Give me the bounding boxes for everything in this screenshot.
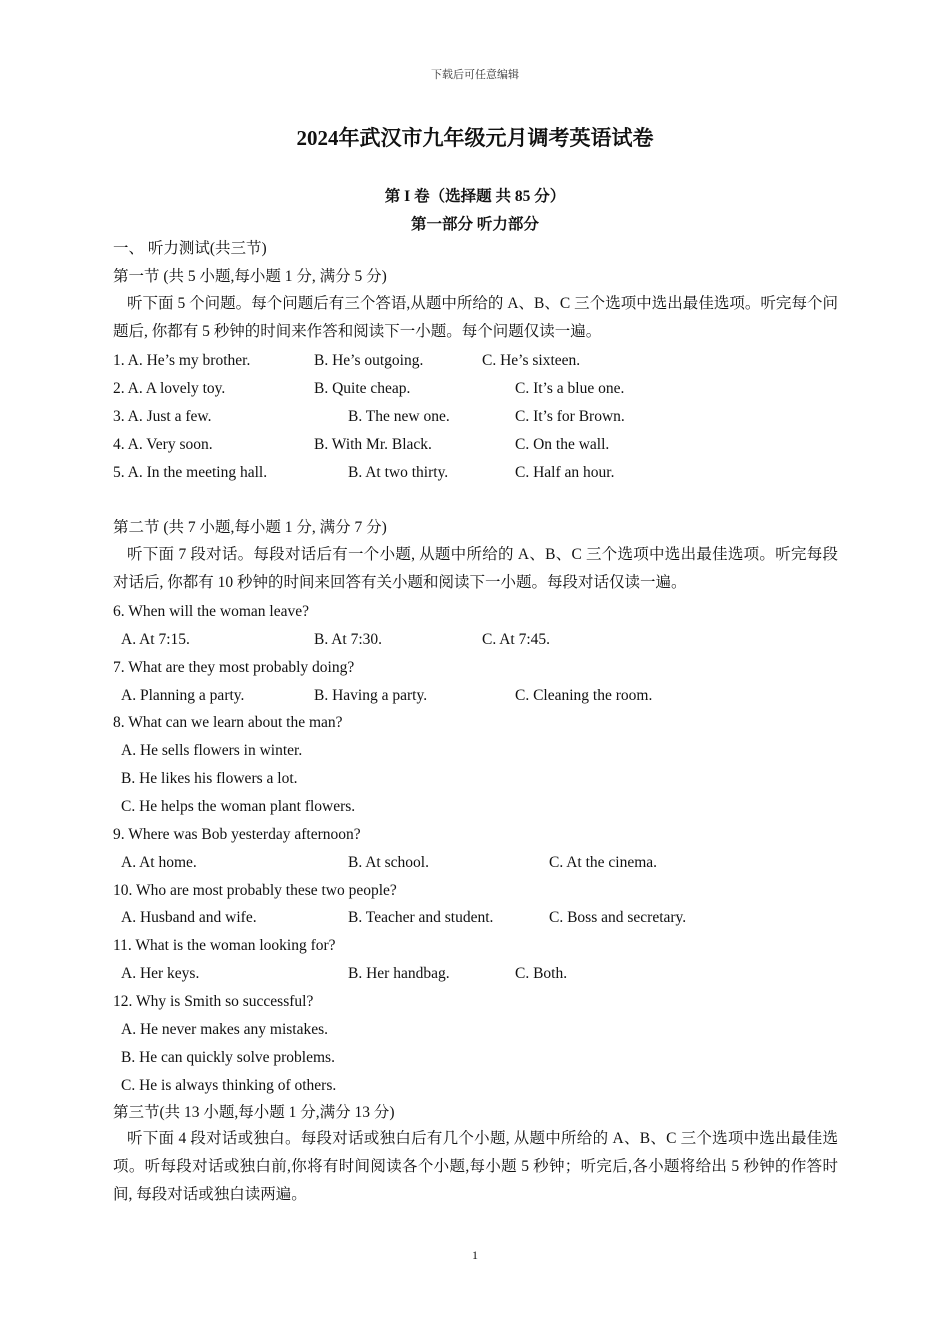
q9-option-a: A. At home.	[121, 854, 197, 871]
q5-option-a: 5. A. In the meeting hall.	[113, 464, 268, 481]
q10-options	[113, 908, 873, 928]
q7-question: 7. What are they most probably doing?	[113, 659, 355, 676]
q4-option-b: B. With Mr. Black.	[314, 436, 432, 453]
q8-option-c: C. He helps the woman plant flowers.	[121, 798, 356, 815]
sec1-heading: 第一节 (共 5 小题,每小题 1 分, 满分 5 分)	[113, 268, 387, 285]
q11-option-b: B. Her handbag.	[348, 965, 450, 982]
q5-option-c: C. Half an hour.	[515, 464, 615, 481]
part-heading: 第一部分 听力部分	[411, 216, 539, 233]
question-row-5	[113, 463, 873, 483]
q4-option-c: C. On the wall.	[515, 436, 610, 453]
q8-question: 8. What can we learn about the man?	[113, 714, 343, 731]
q11-question: 11. What is the woman looking for?	[113, 937, 336, 954]
sec3-instructions: 听下面 4 段对话或独白。每段对话或独白后有几个小题, 从题中所给的 A、B、C 三个选项中选出最佳选项。听每段对话或独白前,你将有时间阅读各个小题,每小题 5 秒钟；听完后,各小题将给出 5 秒钟的作答时间, 每段对话或独白读两遍。	[113, 1130, 838, 1203]
q6-option-a: A. At 7:15.	[121, 631, 190, 648]
question-row-2	[113, 379, 873, 399]
q12-option-c: C. He is always thinking of others.	[121, 1077, 337, 1094]
q9-question: 9. Where was Bob yesterday afternoon?	[113, 826, 361, 843]
q1-option-a: 1. A. He’s my brother.	[113, 352, 251, 369]
q10-option-c: C. Boss and secretary.	[549, 909, 687, 926]
question-row-1	[113, 351, 873, 371]
page-number: 1	[472, 1248, 478, 1262]
q6-option-c: C. At 7:45.	[482, 631, 551, 648]
q2-option-a: 2. A. A lovely toy.	[113, 380, 226, 397]
q1-option-b: B. He’s outgoing.	[314, 352, 424, 369]
sec2-heading: 第二节 (共 7 小题,每小题 1 分, 满分 7 分)	[113, 519, 387, 536]
q7-option-a: A. Planning a party.	[121, 687, 245, 704]
q6-options	[113, 630, 873, 650]
q6-option-b: B. At 7:30.	[314, 631, 383, 648]
q7-option-b: B. Having a party.	[314, 687, 428, 704]
q4-option-a: 4. A. Very soon.	[113, 436, 213, 453]
q11-options	[113, 964, 873, 984]
q3-option-c: C. It’s for Brown.	[515, 408, 625, 425]
q8-option-a: A. He sells flowers in winter.	[121, 742, 303, 759]
q3-option-a: 3. A. Just a few.	[113, 408, 212, 425]
q2-option-c: C. It’s a blue one.	[515, 380, 625, 397]
q1-option-c: C. He’s sixteen.	[482, 352, 581, 369]
question-row-3	[113, 407, 873, 427]
q5-option-b: B. At two thirty.	[348, 464, 449, 481]
q7-options	[113, 686, 873, 706]
q2-option-b: B. Quite cheap.	[314, 380, 411, 397]
q12-option-a: A. He never makes any mistakes.	[121, 1021, 329, 1038]
q11-option-a: A. Her keys.	[121, 965, 200, 982]
q10-option-a: A. Husband and wife.	[121, 909, 257, 926]
q10-option-b: B. Teacher and student.	[348, 909, 494, 926]
sec2-instructions: 听下面 7 段对话。每段对话后有一个小题, 从题中所给的 A、B、C 三个选项中选出最佳选项。听完每段对话后, 你都有 10 秒钟的时间来回答有关小题和阅读下一小题。每段对话仅读一遍。	[113, 546, 838, 591]
q9-option-c: C. At the cinema.	[549, 854, 658, 871]
sec3-heading: 第三节(共 13 小题,每小题 1 分,满分 13 分)	[113, 1104, 395, 1121]
volume-heading: 第 I 卷（选择题 共 85 分）	[384, 188, 566, 205]
q12-option-b: B. He can quickly solve problems.	[121, 1049, 335, 1066]
section-heading: 一、 听力测试(共三节)	[113, 240, 267, 257]
page-title: 2024年武汉市九年级元月调考英语试卷	[296, 126, 654, 150]
q6-question: 6. When will the woman leave?	[113, 603, 309, 620]
sec1-instructions: 听下面 5 个问题。每个问题后有三个答语,从题中所给的 A、B、C 三个选项中选出最佳选项。听完每个问题后, 你都有 5 秒钟的时间来作答和阅读下一小题。每个问题仅读一遍。	[113, 295, 838, 340]
q9-option-b: B. At school.	[348, 854, 429, 871]
q10-question: 10. Who are most probably these two people?	[113, 882, 397, 899]
question-row-4	[113, 435, 873, 455]
q11-option-c: C. Both.	[515, 965, 568, 982]
q3-option-b: B. The new one.	[348, 408, 450, 425]
q8-option-b: B. He likes his flowers a lot.	[121, 770, 298, 787]
q12-question: 12. Why is Smith so successful?	[113, 993, 314, 1010]
q9-options	[113, 853, 873, 873]
header-note: 下载后可任意编辑	[431, 69, 519, 81]
q7-option-c: C. Cleaning the room.	[515, 687, 653, 704]
